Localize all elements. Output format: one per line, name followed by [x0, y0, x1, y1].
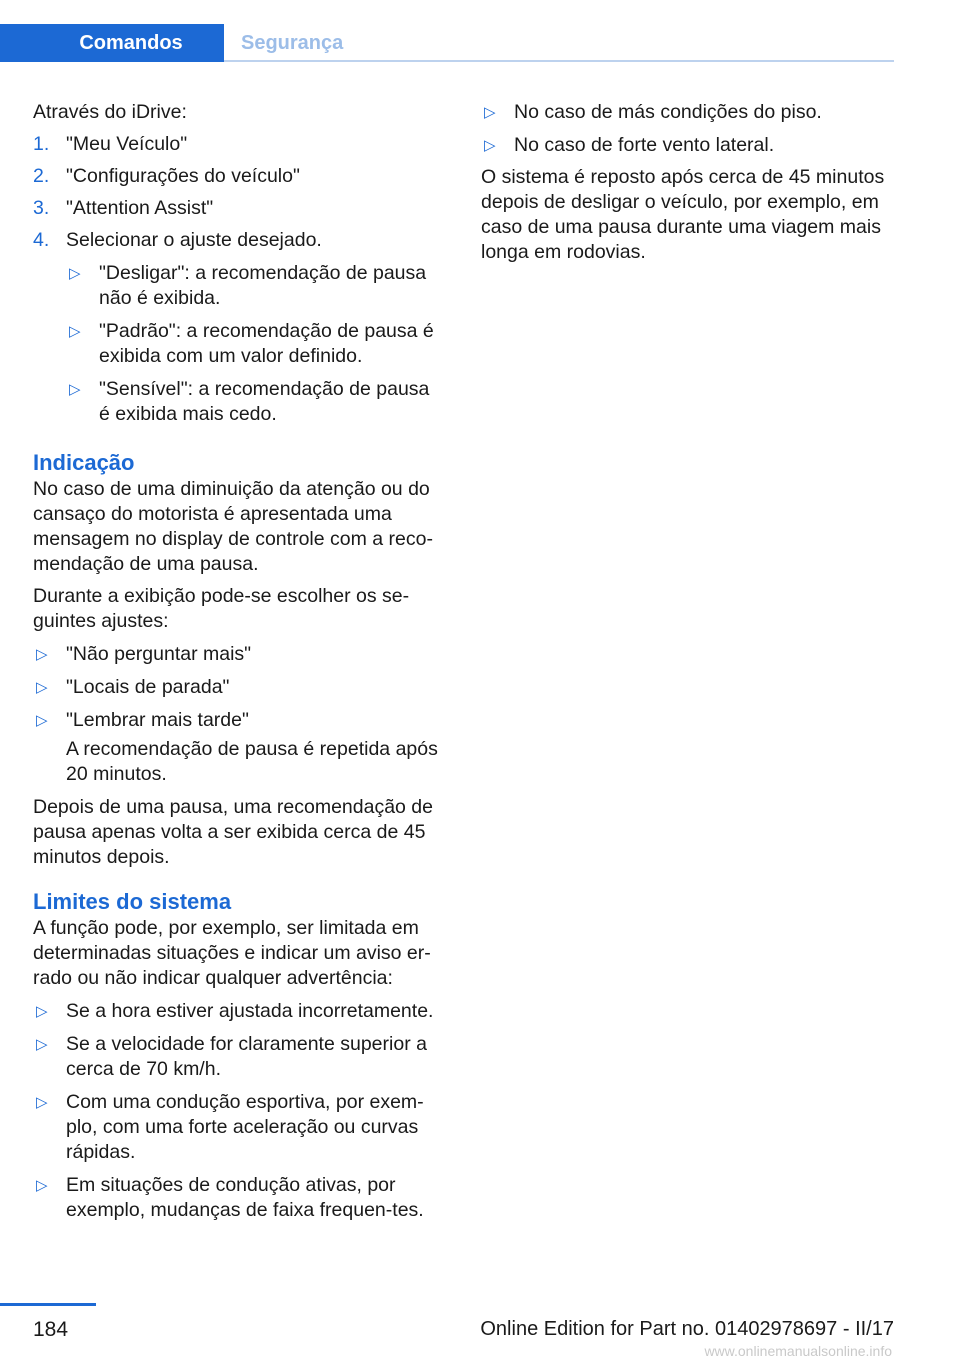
- list-item: [33, 1032, 445, 1082]
- list-item: [33, 642, 445, 667]
- list-item: [66, 377, 445, 427]
- triangle-right-icon: ▷: [36, 1036, 48, 1053]
- heading-limites: Limites do sistema: [33, 889, 232, 914]
- limites-paragraph: A função pode, por exemplo, ser limitada em determinadas situações e indicar um aviso er-rado ou não indicar qualquer advertência:: [33, 917, 431, 989]
- choices-list: [33, 642, 445, 733]
- steps-list: [33, 132, 445, 253]
- step-text: Selecionar o ajuste desejado.: [66, 229, 322, 251]
- triangle-right-icon: ▷: [36, 1003, 48, 1020]
- list-item: [481, 133, 896, 158]
- list-item: [66, 261, 445, 311]
- left-column: [33, 100, 445, 1223]
- limit-text: Se a velocidade for claramente superior a cerca de 70 km/h.: [66, 1033, 427, 1080]
- step-text: "Configurações do veículo": [66, 165, 300, 187]
- list-item: [481, 100, 896, 125]
- list-item: [33, 675, 445, 700]
- indicacao-paragraph-3: Depois de uma pausa, uma recomendação de pausa apenas volta a ser exibida cerca de 45 minutos depois.: [33, 796, 433, 868]
- page-number: 184: [33, 1318, 69, 1341]
- edition-text: Online Edition for Part no. 01402978697 - II/17: [480, 1318, 894, 1340]
- step-item: [33, 164, 445, 189]
- header-tabs: [0, 0, 960, 62]
- limits-list-continued: [481, 100, 896, 158]
- triangle-right-icon: ▷: [36, 712, 48, 729]
- step-number: 2.: [33, 165, 50, 187]
- footer-rule: [0, 1303, 96, 1306]
- intro-text: Através do iDrive:: [33, 101, 187, 123]
- triangle-right-icon: ▷: [36, 679, 48, 696]
- right-column: [481, 100, 896, 272]
- watermark: www.onlinemanualsonline.info: [704, 1343, 892, 1359]
- triangle-right-icon: ▷: [484, 137, 496, 154]
- triangle-right-icon: ▷: [36, 646, 48, 663]
- step-number: 4.: [33, 229, 50, 251]
- limit-text: Em situações de condução ativas, por exemplo, mudanças de faixa frequen-tes.: [66, 1174, 424, 1221]
- reset-paragraph: O sistema é reposto após cerca de 45 minutos depois de desligar o veículo, por exemplo, em caso de uma pausa durante uma viagem mais longa em rodovias.: [481, 166, 885, 263]
- limits-list: [33, 999, 445, 1223]
- step4-options-list: [66, 261, 445, 427]
- list-item: [33, 708, 445, 733]
- list-item: [33, 999, 445, 1024]
- limit-text: No caso de más condições do piso.: [514, 101, 822, 123]
- triangle-right-icon: ▷: [69, 265, 81, 282]
- step-number: 3.: [33, 197, 50, 219]
- step-item: [33, 132, 445, 157]
- list-item: [66, 319, 445, 369]
- indicacao-paragraph-1: No caso de uma diminuição da atenção ou do cansaço do motorista é apresentada uma mensagem no display de controle com a reco-mendação de uma pausa.: [33, 478, 433, 575]
- list-item: [33, 1173, 445, 1223]
- choice-text: "Não perguntar mais": [66, 643, 252, 665]
- header-divider: [224, 60, 894, 62]
- list-item: [33, 1090, 445, 1165]
- triangle-right-icon: ▷: [36, 1177, 48, 1194]
- indicacao-paragraph-2: Durante a exibição pode-se escolher os se-guintes ajustes:: [33, 585, 410, 632]
- limit-text: No caso de forte vento lateral.: [514, 134, 775, 156]
- choice-text: "Lembrar mais tarde": [66, 709, 249, 731]
- choice-text: "Locais de parada": [66, 676, 230, 698]
- triangle-right-icon: ▷: [36, 1094, 48, 1111]
- option-text: "Desligar": a recomendação de pausa não é exibida.: [99, 262, 427, 309]
- tab-seguranca[interactable]: Segurança: [241, 32, 344, 54]
- step-item: [33, 196, 445, 221]
- step-number: 1.: [33, 133, 50, 155]
- step-text: "Attention Assist": [66, 197, 214, 219]
- heading-indicacao: Indicação: [33, 450, 135, 475]
- tab-comandos[interactable]: Comandos: [0, 24, 224, 62]
- option-text: "Padrão": a recomendação de pausa é exibida com um valor definido.: [99, 320, 434, 367]
- option-text: "Sensível": a recomendação de pausa é exibida mais cedo.: [99, 378, 430, 425]
- triangle-right-icon: ▷: [69, 381, 81, 398]
- choice-note: A recomendação de pausa é repetida após 20 minutos.: [66, 738, 438, 785]
- triangle-right-icon: ▷: [69, 323, 81, 340]
- step-item: [33, 228, 445, 253]
- step-text: "Meu Veículo": [66, 133, 188, 155]
- triangle-right-icon: ▷: [484, 104, 496, 121]
- limit-text: Se a hora estiver ajustada incorretamente.: [66, 1000, 434, 1022]
- limit-text: Com uma condução esportiva, por exem-plo, com uma forte aceleração ou curvas rápidas.: [66, 1091, 424, 1163]
